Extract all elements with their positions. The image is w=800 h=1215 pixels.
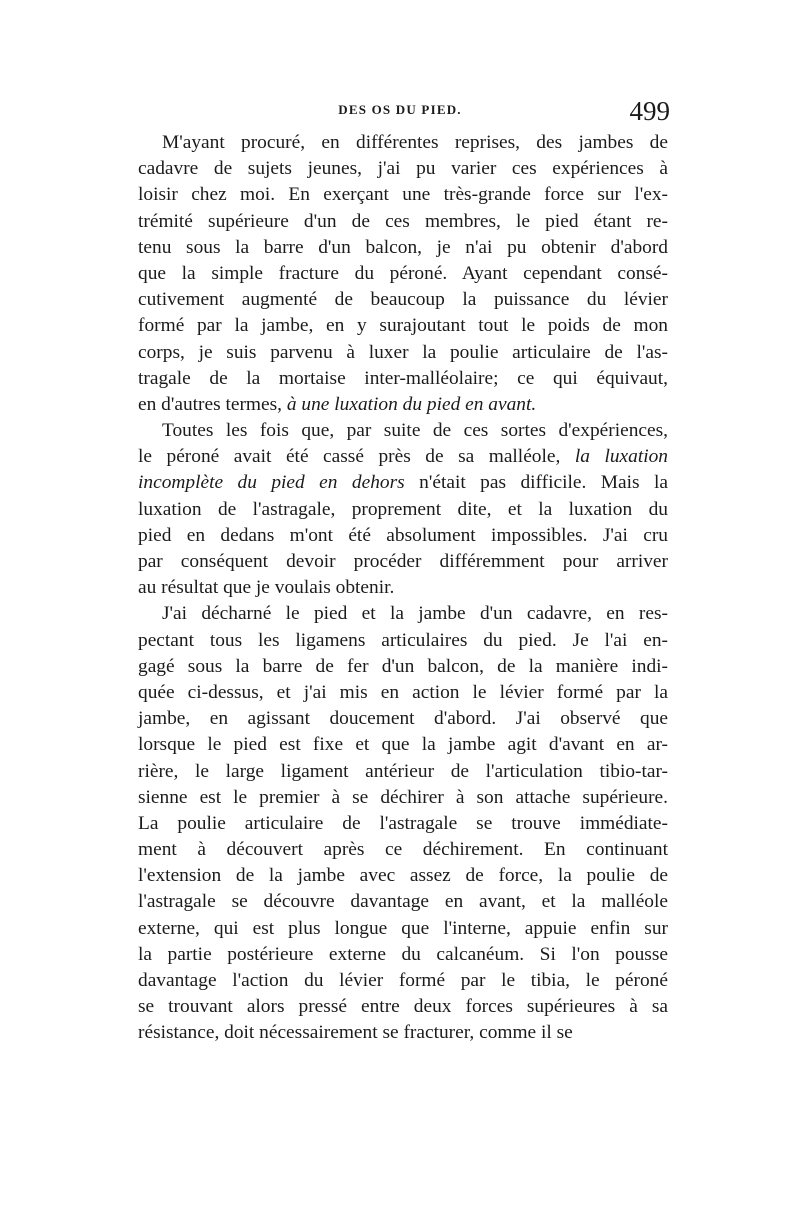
text-line — [138, 392, 668, 418]
text-line — [138, 182, 668, 208]
text-line — [138, 444, 668, 470]
running-title: DES OS DU PIED. — [338, 102, 462, 117]
text-run: trémité supérieure d'un de ces membres, le pied étant re- — [138, 210, 668, 232]
text-line — [138, 994, 668, 1020]
text-run: que la simple fracture du péroné. Ayant cependant consé- — [138, 262, 668, 284]
text-run: Toutes les fois que, par suite de ces sortes d'expériences, — [162, 420, 668, 442]
text-run: le péroné avait été cassé près de sa malléole, — [138, 446, 575, 468]
text-run: au résultat que je voulais obtenir. — [138, 577, 395, 599]
text-line — [138, 759, 668, 785]
text-run: se trouvant alors pressé entre deux forces supérieures à sa — [138, 996, 668, 1018]
text-line — [138, 235, 668, 261]
running-head — [130, 96, 670, 132]
text-run: en d'autres termes, — [138, 393, 287, 415]
text-line — [138, 654, 668, 680]
text-run: pied en dedans m'ont été absolument impossibles. J'ai cru — [138, 524, 668, 546]
text-line — [138, 366, 668, 392]
page-number: 499 — [629, 96, 670, 126]
text-line — [138, 1020, 668, 1046]
text-line — [138, 209, 668, 235]
text-line — [138, 497, 668, 523]
text-run: la partie postérieure externe du calcanéum. Si l'on pousse — [138, 943, 668, 965]
text-run: externe, qui est plus longue que l'interne, appuie enfin sur — [138, 917, 668, 939]
text-line — [138, 340, 668, 366]
text-line — [138, 523, 668, 549]
text-run: sienne est le premier à se déchirer à son attache supérieure. — [138, 786, 668, 808]
text-line — [138, 785, 668, 811]
text-line — [138, 418, 668, 444]
text-line — [138, 732, 668, 758]
text-run: l'astragale se découvre davantage en avant, et la malléole — [138, 891, 668, 913]
italic-text: incomplète du pied en dehors — [138, 472, 405, 494]
text-run: davantage l'action du lévier formé par le tibia, le péroné — [138, 970, 668, 991]
text-run: rière, le large ligament antérieur de l'articulation tibio-tar- — [138, 760, 668, 782]
text-line — [138, 549, 668, 575]
text-line — [138, 837, 668, 863]
text-line — [138, 889, 668, 915]
text-run: résistance, doit nécessairement se fracturer, comme il se — [138, 1022, 573, 1044]
text-line — [138, 261, 668, 287]
text-line — [138, 968, 668, 994]
paragraph — [138, 601, 668, 1046]
text-line — [138, 916, 668, 942]
text-run: lorsque le pied est fixe et que la jambe agit d'avant en ar- — [138, 734, 668, 756]
text-line — [138, 706, 668, 732]
text-run: J'ai décharné le pied et la jambe d'un cadavre, en res- — [162, 603, 668, 625]
text-line — [138, 156, 668, 182]
paragraph — [138, 130, 668, 418]
text-line — [138, 863, 668, 889]
text-line — [138, 313, 668, 339]
text-run: corps, je suis parvenu à luxer la poulie articulaire de l'as- — [138, 341, 668, 363]
text-run: cutivement augmenté de beaucoup la puissance du lévier — [138, 289, 668, 311]
text-run: l'extension de la jambe avec assez de force, la poulie de — [138, 865, 668, 887]
italic-text: la luxation — [574, 446, 668, 468]
text-run: tenu sous la barre d'un balcon, je n'ai pu obtenir d'abord — [138, 236, 668, 258]
text-line — [138, 811, 668, 837]
text-line — [138, 628, 668, 654]
text-line — [138, 287, 668, 313]
text-run: pectant tous les ligamens articulaires du pied. Je l'ai en- — [138, 629, 668, 651]
body-text — [138, 130, 668, 1047]
italic-text: à une luxation du pied en avant. — [286, 393, 537, 415]
text-run: ment à découvert après ce déchirement. En continuant — [138, 839, 668, 861]
text-run: M'ayant procuré, en différentes reprises, des jambes de — [162, 132, 668, 153]
text-run: tragale de la mortaise inter-malléolaire; ce qui équivaut, — [138, 367, 668, 389]
text-line — [138, 130, 668, 156]
text-line — [138, 680, 668, 706]
text-run: cadavre de sujets jeunes, j'ai pu varier ces expériences à — [138, 158, 668, 180]
text-run: jambe, en agissant doucement d'abord. J'ai observé que — [138, 708, 668, 730]
text-line — [138, 601, 668, 627]
paragraph — [138, 418, 668, 601]
text-line — [138, 575, 668, 601]
text-line — [138, 942, 668, 968]
text-run: luxation de l'astragale, proprement dite, et la luxation du — [138, 498, 668, 520]
text-run: gagé sous la barre de fer d'un balcon, de la manière indi- — [138, 655, 668, 677]
text-run: formé par la jambe, en y surajoutant tout le poids de mon — [138, 315, 668, 337]
text-run: La poulie articulaire de l'astragale se trouve immédiate- — [138, 812, 668, 834]
text-line — [138, 470, 668, 496]
text-run: quée ci-dessus, et j'ai mis en action le lévier formé par la — [138, 681, 668, 703]
text-run: par conséquent devoir procéder différemment pour arriver — [138, 551, 668, 572]
text-run: n'était pas difficile. Mais la — [404, 472, 668, 494]
text-run: loisir chez moi. En exerçant une très-grande force sur l'ex- — [138, 184, 668, 206]
